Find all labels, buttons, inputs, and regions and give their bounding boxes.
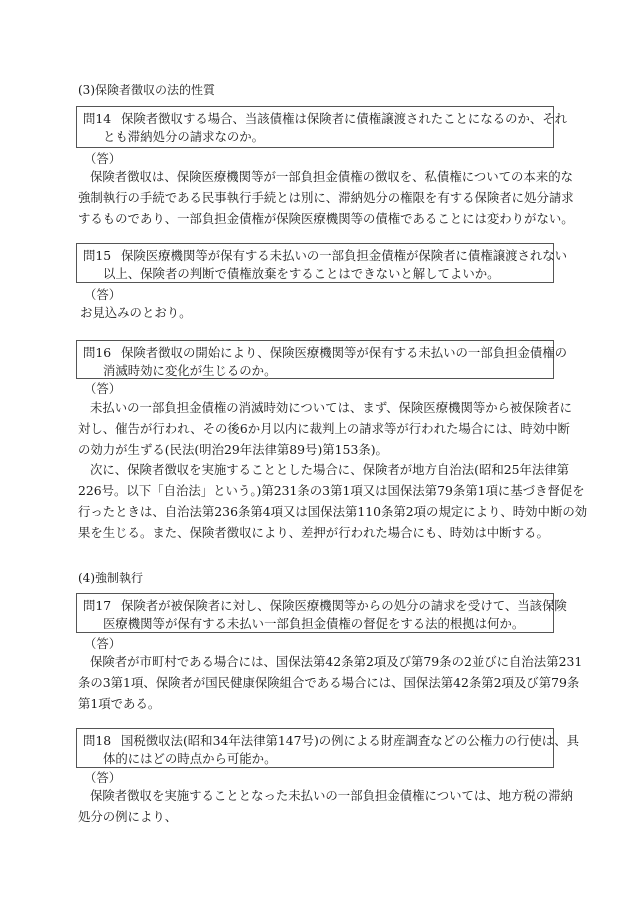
answer-line: 強制執行の手続である民事執行手続とは別に、滞納処分の権限を有する保険者に処分請求 — [78, 190, 574, 205]
question-box-15 — [76, 243, 568, 283]
answer-line: の効力が生ずる(民法(明治29年法律第89号)第153条)。 — [78, 442, 388, 457]
question-line — [83, 247, 568, 265]
answer-line: 行ったときは、自治法第236条第4項又は国保法第110条第2項の規定により、時効中断の効 — [78, 504, 588, 519]
answer-label-16: （答） — [84, 381, 122, 396]
answer-paragraph-16a — [78, 397, 572, 460]
answer-label-17: （答） — [84, 636, 122, 651]
question-line: とも滞納処分の請求なのか。 — [103, 129, 265, 144]
answer-line: 保険者が市町村である場合には、国保法第42条第2項及び第79条の2並びに自治法第231 — [90, 654, 583, 669]
answer-line: するものであり、一部負担金債権が保険医療機関等の債権であることには変わりがない。 — [78, 211, 574, 226]
question-line — [83, 597, 567, 615]
question-box-14 — [76, 106, 568, 148]
question-number: 問14 — [83, 111, 112, 126]
answer-line: 次に、保険者徴収を実施することとした場合に、保険者が地方自治法(昭和25年法律第 — [90, 462, 570, 477]
answer-line: 対し、催告が行われ、その後6か月以内に裁判上の請求等が行われた場合には、時効中断 — [78, 421, 570, 436]
question-line: 医療機関等が保有する未払い一部負担金債権の督促をする法的根拠は何か。 — [103, 616, 525, 631]
question-line — [83, 110, 568, 128]
question-line — [83, 732, 579, 750]
answer-line: 保険者徴収を実施することとなった未払いの一部負担金債権については、地方税の滞納 — [90, 788, 573, 803]
answer-paragraph-16b — [78, 459, 588, 543]
answer-line: 果を生じる。また、保険者徴収により、差押が行われた場合にも、時効は中断する。 — [78, 525, 549, 540]
question-line: 消滅時効に変化が生じるのか。 — [103, 363, 277, 378]
answer-line: 条の3第1項、保険者が国民健康保険組合である場合には、国保法第42条第2項及び第79条 — [78, 675, 580, 690]
answer-paragraph-17 — [78, 651, 583, 714]
question-box-18 — [76, 728, 579, 768]
question-line — [83, 344, 568, 362]
answer-line: 保険者徴収は、保険医療機関等が一部負担金債権の徴収を、私債権についての本来的な — [90, 169, 573, 184]
answer-line: 226号。以下「自治法」という。)第231条の3第1項又は国保法第79条第1項に基づき督促を — [78, 483, 585, 498]
question-line: 以上、保険者の判断で債権放棄をすることはできないと解してよいか。 — [103, 266, 500, 281]
answer-paragraph-18 — [78, 785, 573, 827]
question-text: 保険者徴収の開始により、保険医療機関等が保有する未払いの一部負担金債権の — [121, 345, 568, 360]
question-number: 問17 — [83, 598, 112, 613]
answer-line: 未払いの一部負担金債権の消滅時効については、まず、保険医療機関等から被保険者に — [90, 400, 572, 415]
answer-paragraph-14 — [78, 166, 574, 229]
answer-label-18: （答） — [84, 770, 122, 785]
question-text: 国税徴収法(昭和34年法律第147号)の例による財産調査などの公権力の行使は、具 — [121, 733, 579, 748]
answer-line: 処分の例により、 — [78, 809, 178, 824]
question-text: 保険者徴収する場合、当該債権は保険者に債権譲渡されたことになるのか、それ — [121, 111, 568, 126]
answer-label-14: （答） — [84, 151, 122, 166]
answer-line: 第1項である。 — [78, 696, 161, 711]
answer-paragraph-15 — [78, 302, 554, 323]
question-number: 問15 — [83, 248, 112, 263]
answer-line: お見込みのとおり。 — [80, 305, 192, 320]
question-number: 問16 — [83, 345, 112, 360]
question-line: 体的にはどの時点から可能か。 — [103, 751, 277, 766]
question-text: 保険者が被保険者に対し、保険医療機関等からの処分の請求を受けて、当該保険 — [121, 598, 567, 613]
section-heading-4: (4)強制執行 — [78, 571, 143, 585]
section-heading-3: (3)保険者徴収の法的性質 — [78, 83, 215, 97]
question-box-16 — [76, 340, 568, 379]
question-box-17 — [76, 593, 567, 633]
question-number: 問18 — [83, 733, 112, 748]
question-text: 保険医療機関等が保有する未払いの一部負担金債権が保険者に債権譲渡されない — [121, 248, 568, 263]
answer-label-15: （答） — [84, 287, 122, 302]
